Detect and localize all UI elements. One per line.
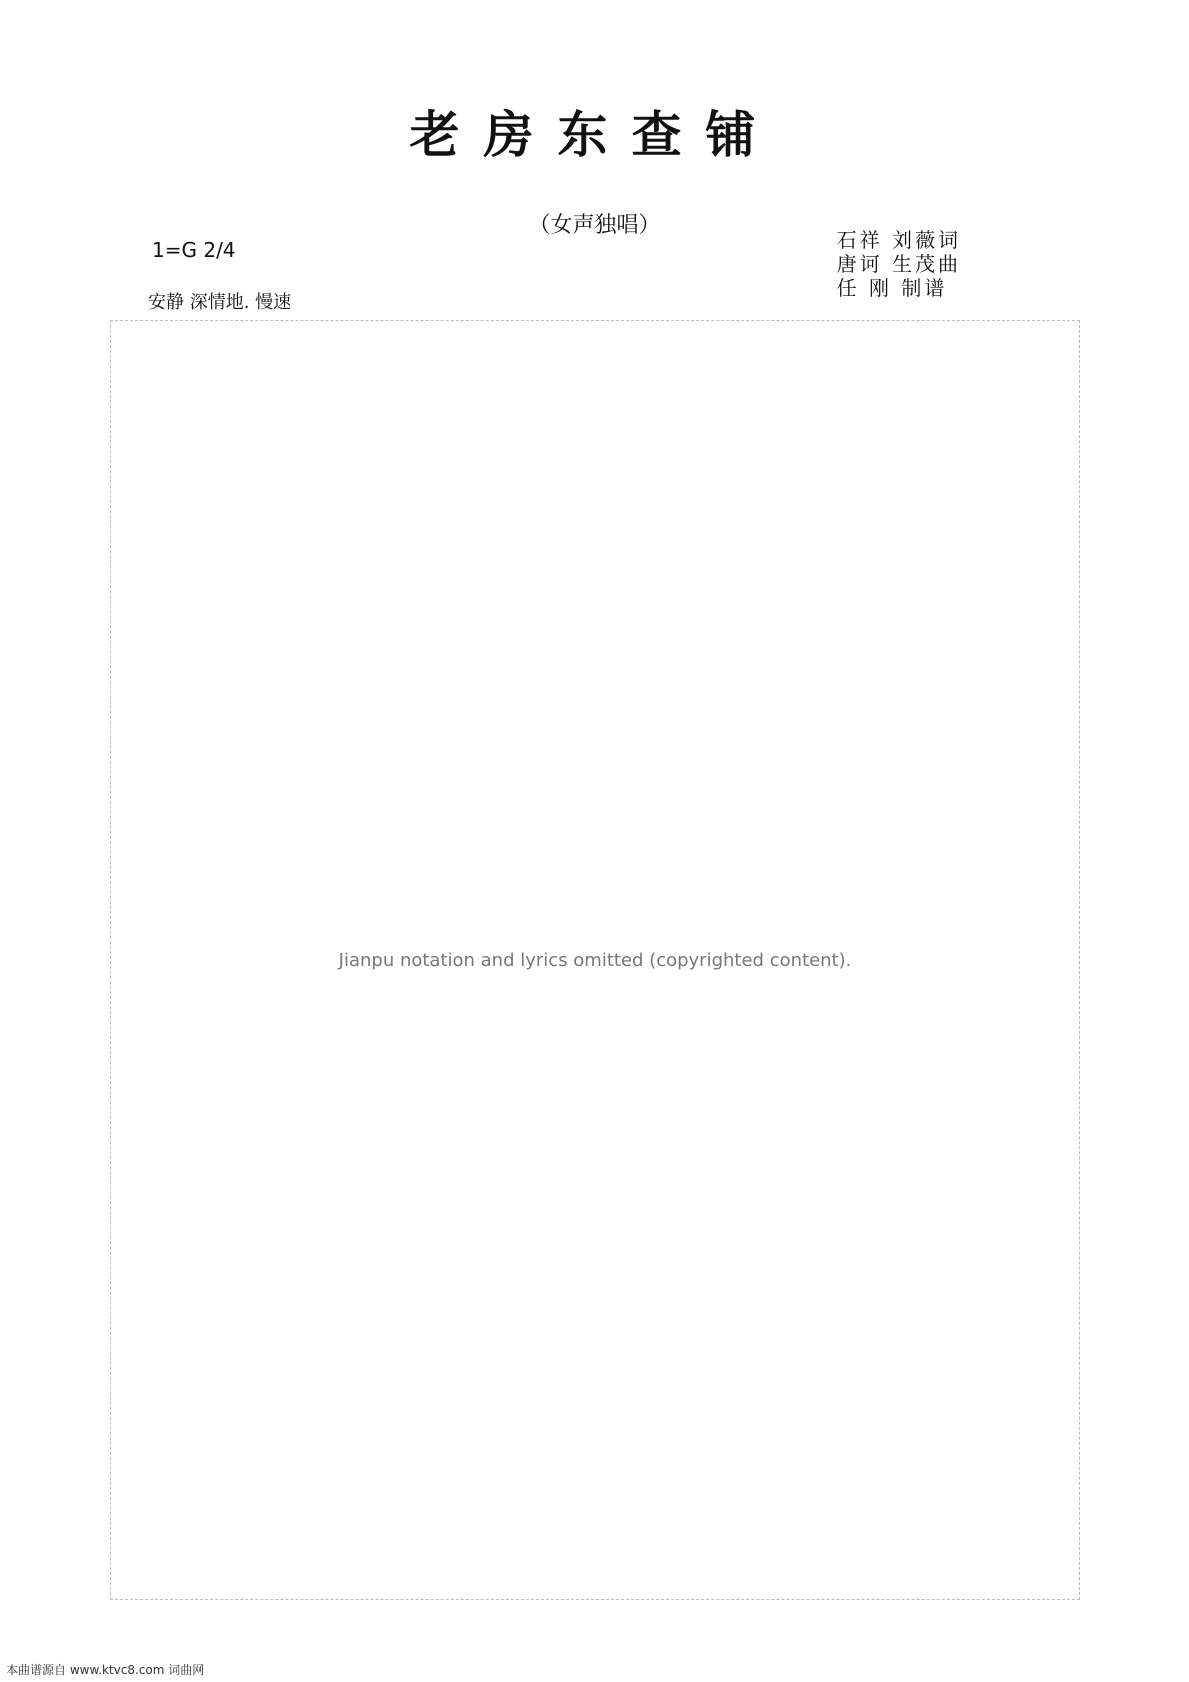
- credit-composer: 唐诃 生茂曲: [836, 252, 961, 276]
- credit-lyricist: 石祥 刘薇词: [836, 228, 961, 252]
- credits: [837, 228, 961, 300]
- credit-arranger: 任 刚 制谱: [836, 276, 948, 300]
- tempo-marking: 安静 深情地. 慢速: [148, 292, 292, 313]
- key-signature: 1=G 2/4: [152, 238, 236, 262]
- score-placeholder: Jianpu notation and lyrics omitted (copyrighted content).: [110, 320, 1080, 1600]
- source-footer: 本曲谱源自 www.ktvc8.com 词曲网: [6, 1663, 205, 1677]
- page-title: 老房东查铺: [409, 105, 780, 164]
- performance-note: （女声独唱）: [528, 213, 661, 238]
